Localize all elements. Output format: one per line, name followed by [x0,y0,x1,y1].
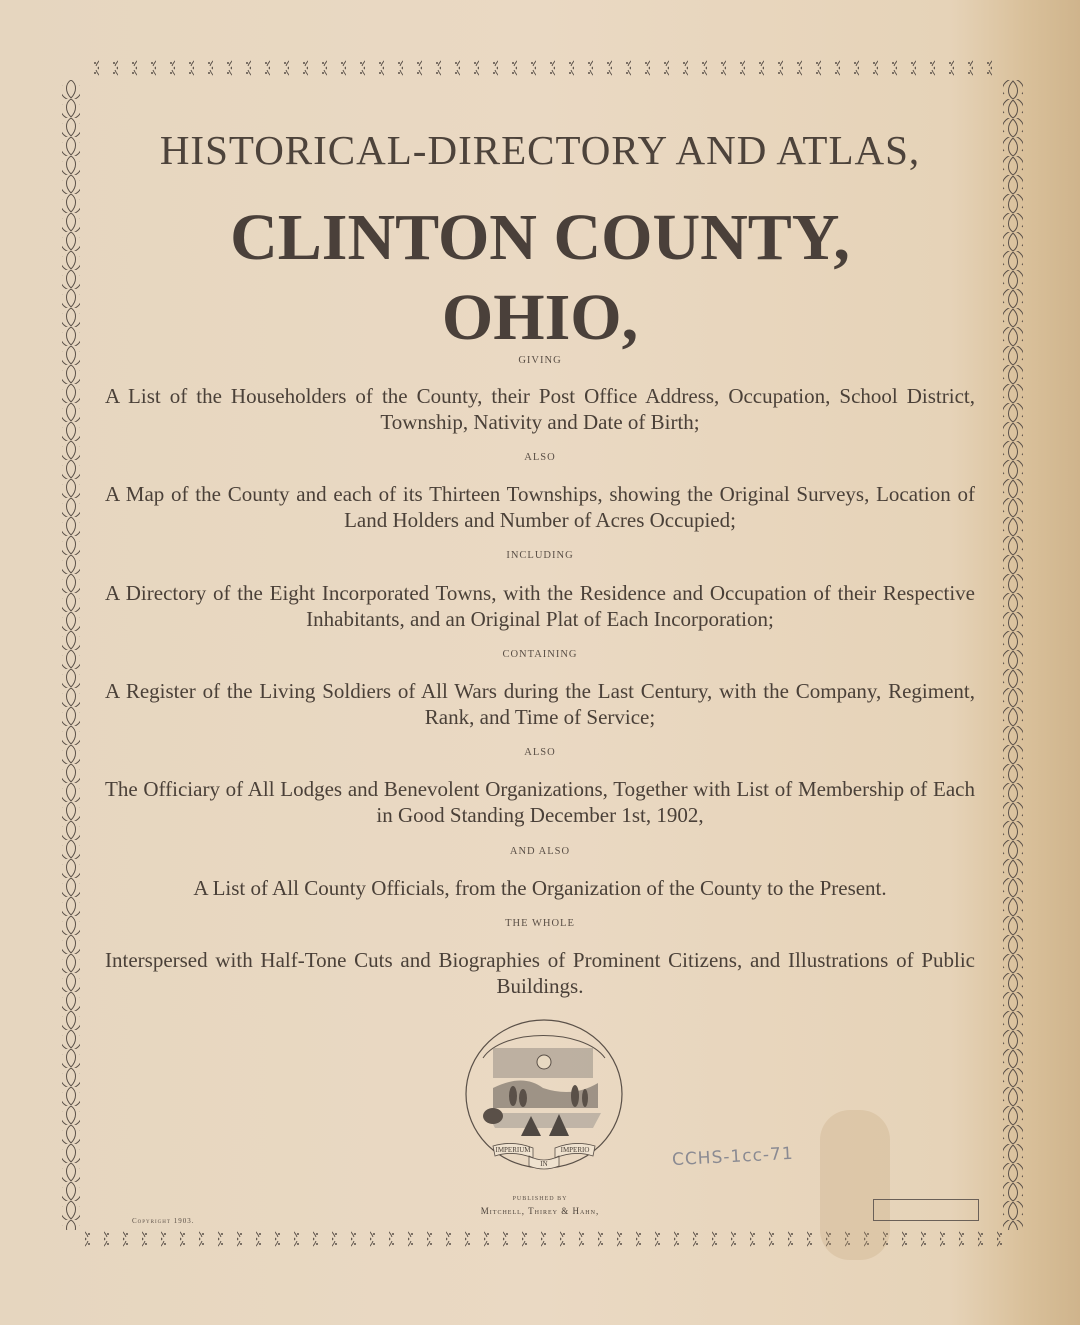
seal-motto-left: IMPERIUM [495,1146,531,1154]
published-by-label: PUBLISHED BY [512,1196,568,1202]
section-text: The Officiary of All Lodges and Benevolent Organizations, Together with List of Membership of Each in Good Standing December 1st, 1902, [105,777,975,827]
section-text: Interspersed with Half-Tone Cuts and Biographies of Prominent Citizens, and Illustrations of Public Buildings. [105,948,975,998]
title-line-1: HISTORICAL-DIRECTORY AND ATLAS, [159,127,921,173]
ohio-state-seal [463,1018,625,1178]
title-state: OHIO, [441,281,639,354]
copyright-notice: Copyright 1903. [132,1217,195,1225]
handwritten-catalog-note: CCHS-1cc-71 [671,1143,795,1171]
section-label: ALSO [524,452,556,463]
paper-stain [820,1110,890,1260]
section-text: A Directory of the Eight Incorporated Towns, with the Residence and Occupation of their Respective Inhabitants, and an Original Plat of Each Incorporation; [105,581,975,631]
title-county: CLINTON COUNTY, [230,201,850,274]
section-text: A List of All County Officials, from the Organization of the County to the Present. [193,876,887,900]
section-label: INCLUDING [506,550,574,561]
section-label: ALSO [524,747,556,758]
seal-motto-right: IMPERIO [560,1146,590,1154]
printer-stamp [873,1199,979,1221]
section-text: A Register of the Living Soldiers of All Wars during the Last Century, with the Company, Regiment, Rank, and Time of Service; [105,679,975,729]
seal-motto-center: IN [540,1160,548,1168]
section-label: GIVING [518,355,562,366]
section-text: A List of the Householders of the County, their Post Office Address, Occupation, School District, Township, Nativity and Date of Birth; [105,384,975,434]
section-label: THE WHOLE [505,918,575,929]
section-text: A Map of the County and each of its Thirteen Townships, showing the Original Surveys, Location of Land Holders and Number of Acres Occupied; [105,482,975,532]
publisher-name: Mitchell, Thirey & Hahn, [480,1206,600,1216]
section-label: CONTAINING [502,649,578,660]
section-label: AND ALSO [509,846,571,857]
